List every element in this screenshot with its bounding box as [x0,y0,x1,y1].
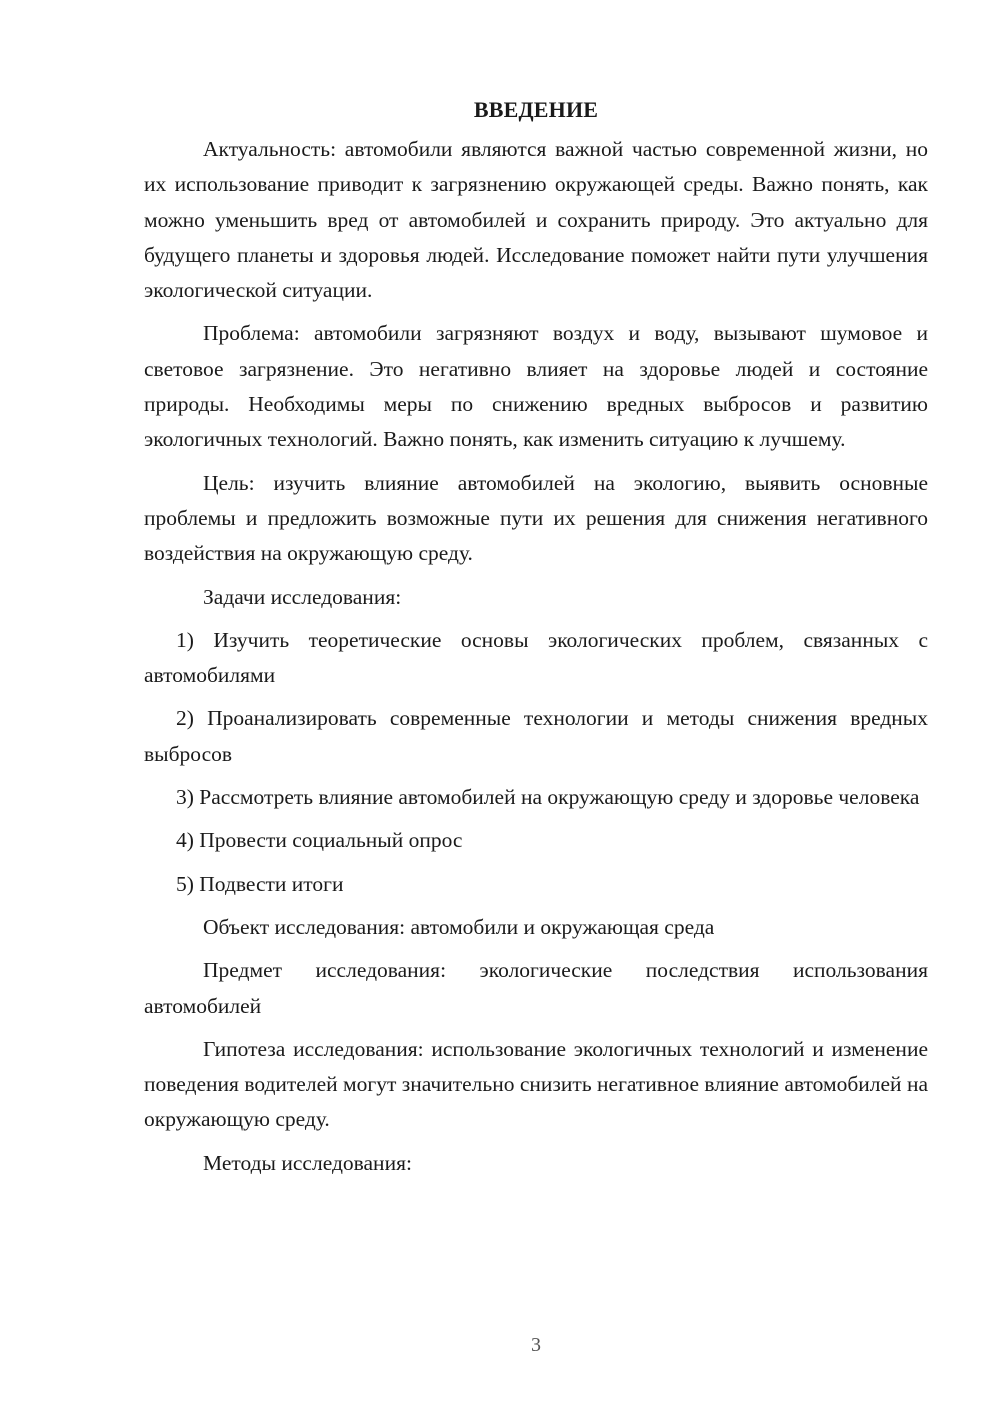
paragraph-goal: Цель: изучить влияние автомобилей на экологию, выявить основные проблемы и предложить возможные пути их решения для снижения негативного воздействия на окружающую среду. [144,470,928,566]
paragraph-hypothesis: Гипотеза исследования: использование экологичных технологий и изменение поведения водителей могут значительно снизить негативное влияние автомобилей на окружающую среду. [144,1036,928,1132]
paragraph-problem: Проблема: автомобили загрязняют воздух и воду, вызывают шумовое и световое загрязнение. Это негативно влияет на здоровье людей и состояние природы. Необходимы меры по снижению вредных выбросов и развитию экологичных технологий. Важно понять, как изменить ситуацию к лучшему. [144,321,928,452]
task-item-1: 1) Изучить теоретические основы экологических проблем, связанных с автомобилями [144,627,928,688]
page-content [144,92,928,1189]
paragraph-object: Объект исследования: автомобили и окружающая среда [203,914,715,939]
task-item-5: 5) Подвести итоги [176,871,344,896]
paragraph-relevance: Актуальность: автомобили являются важной частью современной жизни, но их использование приводит к загрязнению окружающей среды. Важно понять, как можно уменьшить вред от автомобилей и сохранить природу. Это актуально для будущего планеты и здоровья людей. Исследование поможет найти пути улучшения экологической ситуации. [144,137,928,303]
paragraph-subject: Предмет исследования: экологические последствия использования автомобилей [144,958,928,1018]
task-item-2: 2) Проанализировать современные технологии и методы снижения вредных выбросов [144,706,928,766]
paragraph-methods: Методы исследования: [203,1150,412,1175]
paragraph-tasks-heading: Задачи исследования: [203,584,402,609]
page-number: 3 [531,1334,541,1356]
task-item-3: 3) Рассмотреть влияние автомобилей на окружающую среду и здоровье человека [176,785,920,810]
task-item-4: 4) Провести социальный опрос [176,828,463,853]
section-title: ВВЕДЕНИЕ [473,97,599,122]
